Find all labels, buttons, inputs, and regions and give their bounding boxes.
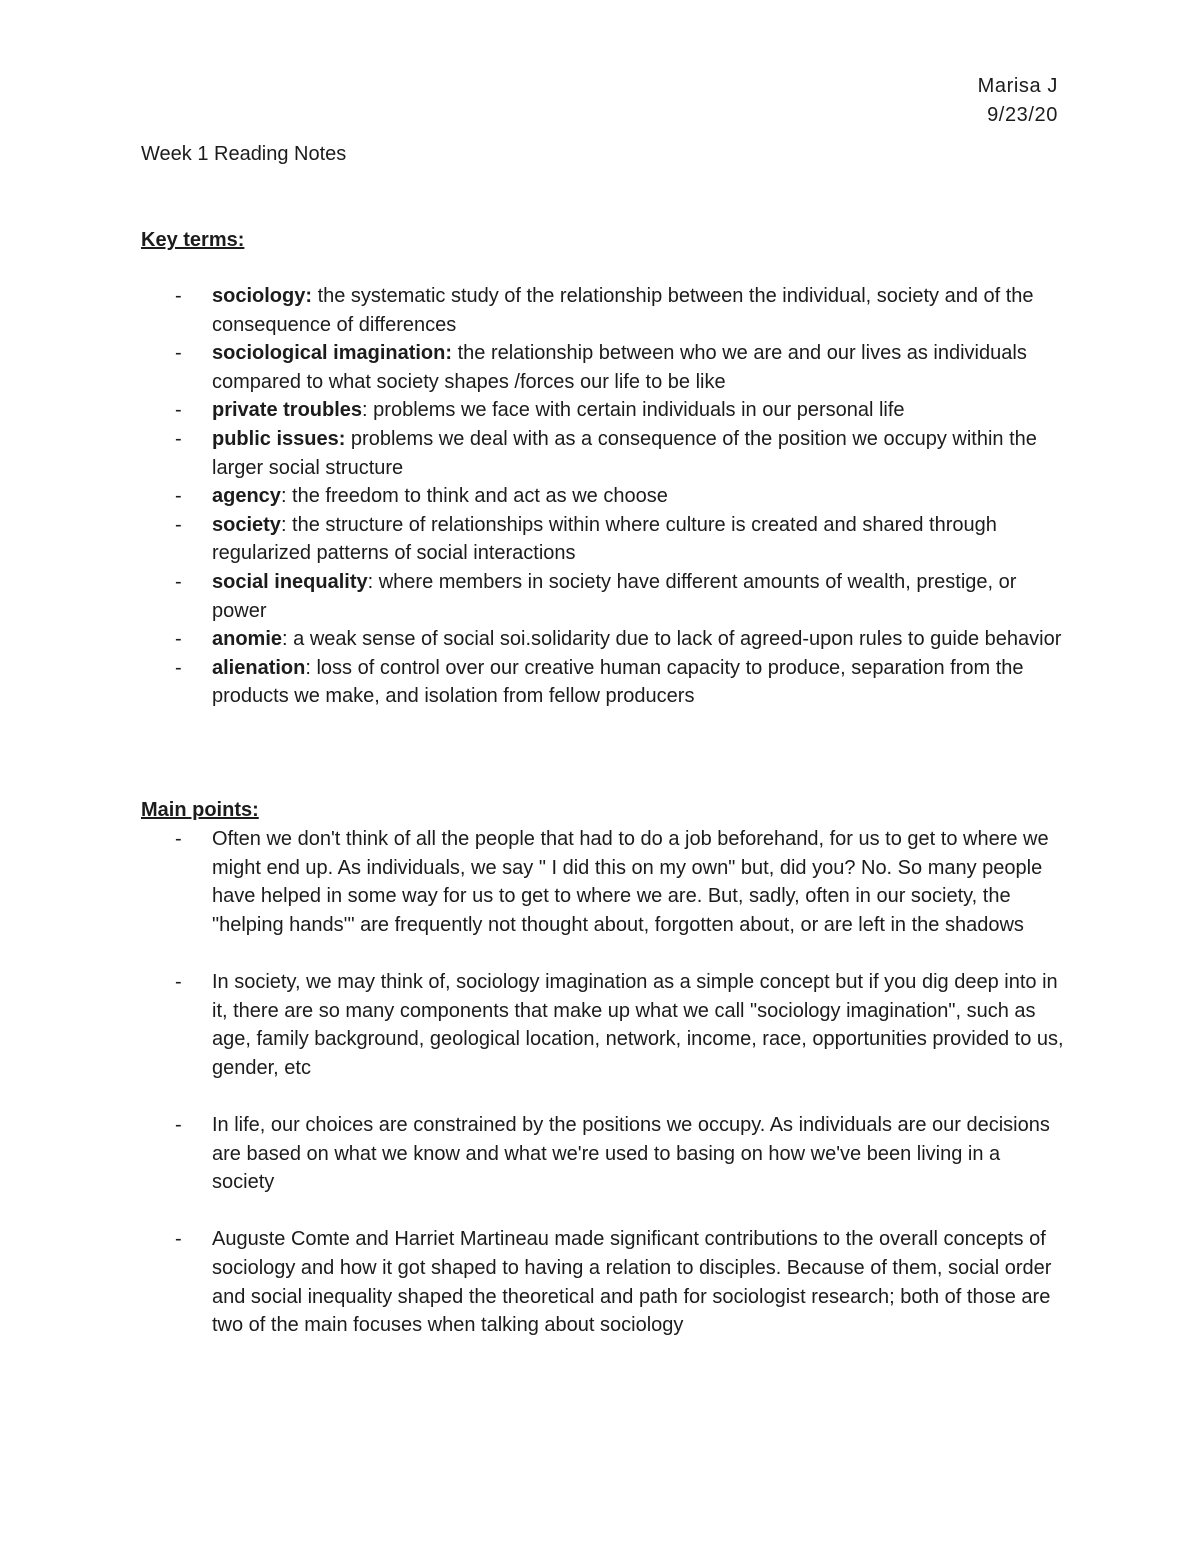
term-definition: : the freedom to think and act as we choose bbox=[280, 485, 668, 508]
key-term-item bbox=[141, 568, 1066, 625]
key-terms-heading: Key terms: bbox=[141, 229, 245, 251]
term-definition: : the structure of relationships within where culture is created and shared through regularized patterns of social interactions bbox=[212, 513, 997, 565]
term-label: agency bbox=[212, 485, 281, 508]
bullet-dash: - bbox=[175, 513, 182, 536]
document-header bbox=[978, 72, 1058, 129]
main-point-item bbox=[141, 968, 1066, 1082]
bullet-dash: - bbox=[175, 828, 182, 850]
bullet-dash: - bbox=[175, 628, 182, 651]
term-label: social inequality bbox=[212, 570, 368, 593]
key-term-item bbox=[141, 625, 1066, 654]
bullet-dash: - bbox=[175, 1228, 182, 1251]
term-label: alienation bbox=[212, 656, 306, 679]
term-label: society bbox=[212, 513, 281, 536]
key-term-item bbox=[141, 425, 1066, 482]
term-label: private troubles bbox=[212, 399, 363, 422]
main-point-text: Often we don't think of all the people that had to do a job beforehand, for us to get to where we might end up. As individuals, we say " I did this on my own" but, did you? No. So many people have helped in some way for us to get to where we are. But, sadly, often in our society, the "helping hands'" are frequently not thought about, forgotten about, or are left in the shadows bbox=[212, 828, 1049, 936]
key-term-item bbox=[141, 654, 1066, 711]
term-definition: problems we deal with as a consequence of the position we occupy within the larger social structure bbox=[212, 427, 1037, 479]
main-point-text: In society, we may think of, sociology imagination as a simple concept but if you dig deep into in it, there are so many components that make up what we call "sociology imagination", such as age, family background, geological location, network, income, race, opportunities provided to us, gender, etc bbox=[212, 970, 1064, 1079]
bullet-dash: - bbox=[175, 285, 182, 307]
bullet-dash: - bbox=[175, 1113, 182, 1136]
bullet-dash: - bbox=[175, 485, 182, 508]
main-point-text: In life, our choices are constrained by the positions we occupy. As individuals are our decisions are based on what we know and what we're used to basing on how we've been living in a society bbox=[212, 1113, 1050, 1194]
main-point-item bbox=[141, 1111, 1066, 1197]
document-title: Week 1 Reading Notes bbox=[141, 143, 347, 165]
bullet-dash: - bbox=[175, 970, 182, 993]
main-point-text: Auguste Comte and Harriet Martineau made significant contributions to the overall concepts of sociology and how it got shaped to having a relation to disciples. Because of them, social order and social inequality shaped the theoretical and path for sociologist research; both of those are two of the main focuses when talking about sociology bbox=[212, 1228, 1052, 1337]
main-points-heading: Main points: bbox=[141, 799, 259, 821]
term-definition: : where members in society have different amounts of wealth, prestige, or power bbox=[212, 570, 1017, 622]
bullet-dash: - bbox=[175, 427, 182, 450]
term-definition: : a weak sense of social soi.solidarity due to lack of agreed-upon rules to guide behavior bbox=[282, 628, 1062, 651]
main-point-item bbox=[141, 1225, 1066, 1339]
main-point-item bbox=[141, 825, 1066, 939]
term-definition: : loss of control over our creative human capacity to produce, separation from the products we make, and isolation from fellow producers bbox=[212, 656, 1024, 708]
term-label: public issues: bbox=[212, 427, 346, 450]
term-definition: the relationship between who we are and our lives as individuals compared to what society shapes /forces our life to be like bbox=[212, 342, 1027, 393]
author-name: Marisa J bbox=[977, 75, 1058, 97]
key-terms-list bbox=[141, 282, 1066, 711]
document-date: 9/23/20 bbox=[987, 103, 1058, 126]
term-label: sociology: bbox=[212, 285, 313, 307]
term-label: anomie bbox=[212, 628, 283, 651]
key-term-item bbox=[141, 282, 1066, 339]
bullet-dash: - bbox=[175, 342, 182, 365]
key-term-item bbox=[141, 511, 1066, 568]
bullet-dash: - bbox=[175, 399, 182, 422]
term-label: sociological imagination: bbox=[212, 342, 453, 365]
bullet-dash: - bbox=[175, 656, 182, 679]
key-term-item bbox=[141, 339, 1066, 396]
term-definition: the systematic study of the relationship between the individual, society and of the consequence of differences bbox=[212, 285, 1034, 336]
bullet-dash: - bbox=[175, 570, 182, 593]
term-definition: : problems we face with certain individuals in our personal life bbox=[362, 399, 905, 422]
key-term-item bbox=[141, 482, 1066, 511]
key-term-item bbox=[141, 396, 1066, 425]
main-points-list bbox=[141, 825, 1066, 1340]
